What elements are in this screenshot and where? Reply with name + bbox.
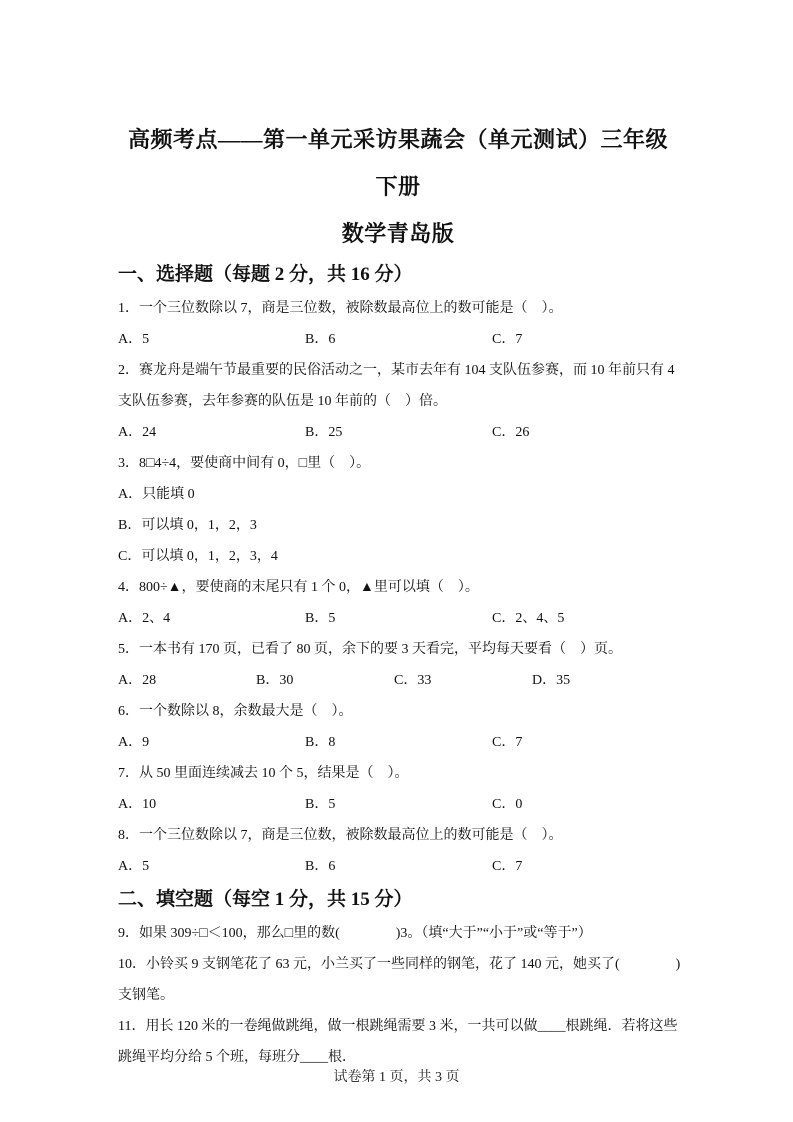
question-8-text: 8．一个三位数除以 7，商是三位数，被除数最高位上的数可能是（ ）。 <box>118 828 563 843</box>
option-a: A．10 <box>118 797 157 812</box>
question-4-options <box>118 603 678 634</box>
question-2-options <box>118 417 678 448</box>
option-c: C．7 <box>492 859 523 874</box>
option-c: C．7 <box>492 735 523 750</box>
option-b: B．5 <box>305 797 336 812</box>
option-a: A．5 <box>118 332 150 347</box>
option-b: B．30 <box>256 673 294 688</box>
option-c: C．33 <box>394 673 432 688</box>
option-b: B．5 <box>305 611 336 626</box>
question-3-option-c: C．可以填 0，1，2，3，4 <box>118 549 278 564</box>
question-10-text-line-2: 支钢笔。 <box>118 988 174 1003</box>
question-5-options <box>118 665 678 696</box>
option-a: A．5 <box>118 859 150 874</box>
option-a: A．28 <box>118 673 157 688</box>
question-4-text: 4．800÷▲，要使商的末尾只有 1 个 0，▲里可以填（ ）。 <box>118 580 479 595</box>
question-6-text: 6．一个数除以 8，余数最大是（ ）。 <box>118 704 353 719</box>
option-b: B．6 <box>305 332 336 347</box>
question-5-text: 5．一本书有 170 页，已看了 80 页，余下的要 3 天看完，平均每天要看（ ）页。 <box>118 642 622 657</box>
question-2-text-line-1: 2．赛龙舟是端午节最重要的民俗活动之一，某市去年有 104 支队伍参赛，而 10 年前只有 4 <box>118 363 675 378</box>
question-7-text: 7．从 50 里面连续减去 10 个 5，结果是（ ）。 <box>118 766 409 781</box>
question-3-option-a: A．只能填 0 <box>118 487 195 502</box>
page-number-footer: 试卷第 1 页，共 3 页 <box>333 1070 460 1085</box>
section-2-header: 二、填空题（每空 1 分，共 15 分） <box>118 889 413 910</box>
option-a: A．24 <box>118 425 157 440</box>
option-c: C．2、4、5 <box>492 611 565 626</box>
question-3-text: 3．8□4÷4，要使商中间有 0，□里（ ）。 <box>118 456 371 471</box>
option-a: A．9 <box>118 735 150 750</box>
title-line-2: 数学青岛版 <box>341 221 455 246</box>
option-c: C．7 <box>492 332 523 347</box>
question-10-text-line-1: 10．小铃买 9 支钢笔花了 63 元，小兰买了一些同样的钢笔，花了 140 元，她买了( ) <box>118 957 681 972</box>
question-7-options <box>118 789 678 820</box>
option-a: A．2、4 <box>118 611 171 626</box>
question-1-text: 1．一个三位数除以 7，商是三位数，被除数最高位上的数可能是（ ）。 <box>118 301 563 316</box>
question-8-options <box>118 851 678 882</box>
section-1-header: 一、选择题（每题 2 分，共 16 分） <box>118 264 413 285</box>
option-b: B．6 <box>305 859 336 874</box>
option-d: D．35 <box>532 673 571 688</box>
question-2-text-line-2: 支队伍参赛，去年参赛的队伍是 10 年前的（ ）倍。 <box>118 394 447 409</box>
title-line-1: 高频考点——第一单元采访果蔬会（单元测试）三年级下册 <box>127 127 668 199</box>
question-9-text: 9．如果 309÷□＜100，那么□里的数( )3。（填“大于”“小于”或“等于”） <box>118 926 592 941</box>
question-1-options <box>118 324 678 355</box>
option-b: B．25 <box>305 425 343 440</box>
question-11-text-line-2: 跳绳平均分给 5 个班，每班分____根． <box>118 1050 356 1065</box>
question-3-option-b: B．可以填 0，1，2，3 <box>118 518 257 533</box>
option-c: C．0 <box>492 797 523 812</box>
option-b: B．8 <box>305 735 336 750</box>
page-title <box>118 116 678 257</box>
page-content <box>118 116 681 1073</box>
question-6-options <box>118 727 678 758</box>
question-11-text-line-1: 11．用长 120 米的一卷绳做跳绳，做一根跳绳需要 3 米，一共可以做____根跳绳．若将这些 <box>118 1019 678 1034</box>
option-c: C．26 <box>492 425 530 440</box>
